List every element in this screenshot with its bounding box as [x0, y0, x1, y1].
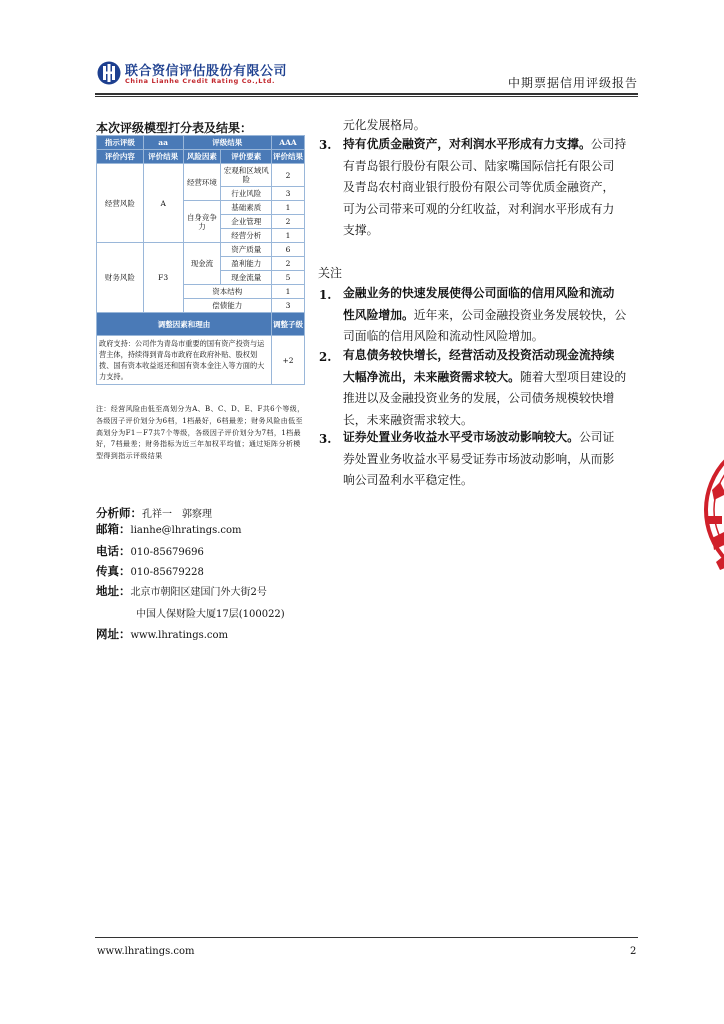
table-cell: 企业管理 [221, 215, 272, 229]
header-cell: 评价内容 [97, 150, 144, 164]
table-cell: 1 [272, 229, 305, 243]
continued-line: 元化发展格局。 [343, 118, 426, 132]
text-line: 司面临的信用风险和流动性风险增加。 [343, 329, 544, 344]
adjust-header: 调整因素和理由 [97, 313, 272, 336]
header-rule-thin [95, 96, 638, 97]
text-line: 有息债务较快增长，经营活动及投资活动现金流持续 [343, 348, 615, 362]
address-label: 地址： [96, 584, 131, 598]
header-cell: 评价结果 [272, 150, 305, 164]
fax-value: 010-85679228 [130, 567, 204, 578]
adjust-reason: 政府支持：公司作为青岛市重要的国有资产投资与运营主体，持续得到青岛市政府在政府补贴、股权划拨、国有资本收益返还和国有资本金注入等方面的大力支持。 [97, 336, 272, 385]
header-cell: aa [143, 136, 183, 150]
section-title-concerns: 关注 [318, 266, 343, 280]
text-line: 金融业务的快速发展使得公司面临的信用风险和流动 [343, 286, 615, 300]
list-number: 2. [319, 350, 332, 364]
advantage-3-headline: 持有优质金融资产，对利润水平形成有力支撑。 [343, 137, 591, 151]
factor-name: 偿债能力 [183, 299, 272, 313]
text-line: 证券处置业务收益水平受市场波动影响较大。 [343, 430, 579, 444]
text-line: 长，未来融资需求较大。 [343, 412, 473, 427]
factor-name: 资本结构 [183, 285, 272, 299]
table-cell: 2 [272, 215, 305, 229]
company-logo-icon [97, 60, 121, 86]
header-cell: AAA [272, 136, 305, 150]
fax-label: 传真： [96, 564, 131, 578]
group-name: 经营风险 [97, 164, 144, 243]
rating-model-table [96, 135, 305, 385]
table-cell: 1 [272, 285, 305, 299]
header-cell: 评级结果 [183, 136, 272, 150]
text-line: 公司持 [590, 137, 627, 151]
concern-item-1 [343, 283, 643, 348]
concern-item-2 [343, 345, 643, 431]
page-number: 2 [630, 946, 637, 957]
text-line: 大幅净流出，未来融资需求较大。 [343, 369, 520, 384]
table-cell: 经营分析 [221, 229, 272, 243]
factor-name: 经营环境 [183, 164, 221, 201]
table-cell: 3 [272, 299, 305, 313]
analyst-names: 孔祥一 郭察理 [142, 509, 212, 520]
web-link[interactable]: www.lhratings.com [130, 630, 229, 641]
table-note: 注：经营风险由低至高划分为A、B、C、D、E、F共6个等级，各级因子评价划分为6档，1档最好，6档最差；财务风险由低至高划分为F1－F7共7个等级，各级因子评价划分为7档，1档最好，7档最差；财务指标为近三年加权平均值；通过矩阵分析模型得到指示评级结果 [96, 405, 305, 461]
text-line: 支撑。 [343, 223, 379, 238]
text-line: 及青岛农村商业银行股份有限公司等优质金融资产， [343, 180, 615, 195]
table-cell: 6 [272, 243, 305, 257]
phone-label: 电话： [96, 544, 131, 558]
text-line: 响公司盈利水平稳定性。 [343, 473, 473, 488]
text-line: 券处置业务收益水平易受证券市场波动影响，从而影 [343, 451, 615, 466]
table-cell: 宏观和区域风险 [221, 164, 272, 187]
address-line-2: 中国人保财险大厦17层(100022) [136, 609, 285, 620]
factor-name: 现金流 [183, 243, 221, 285]
email-label: 邮箱： [96, 522, 131, 536]
table-cell: 1 [272, 201, 305, 215]
table-cell: 资产质量 [221, 243, 272, 257]
group-result: A [143, 164, 183, 243]
advantage-item-3 [343, 134, 643, 242]
text-line: 可为公司带来可观的分红收益，对利润水平形成有力 [343, 201, 615, 216]
footer-website[interactable]: www.lhratings.com [97, 946, 195, 957]
company-seal-icon [700, 420, 724, 600]
table-cell: 基础素质 [221, 201, 272, 215]
text-line: 推进以及金融投资业务的发展，公司债务规模较快增 [343, 391, 615, 406]
adjust-header-right: 调整子级 [272, 313, 305, 336]
report-title: 中期票据信用评级报告 [507, 76, 638, 90]
concern-item-3 [343, 427, 643, 492]
footer-rule [95, 937, 638, 938]
list-number: 3. [319, 138, 332, 152]
analyst-label: 分析师： [96, 506, 142, 520]
text-line: 随着大型项目建设的 [519, 369, 627, 384]
adjust-value: +2 [272, 336, 305, 385]
phone-value: 010-85679696 [130, 547, 204, 558]
web-label: 网址： [96, 627, 131, 641]
header-rule [95, 93, 638, 95]
company-name-en: China Lianhe Credit Rating Co.,Ltd. [125, 77, 276, 85]
list-number: 3. [319, 432, 332, 446]
address-line-1: 北京市朝阳区建国门外大街2号 [130, 587, 267, 598]
list-number: 1. [319, 288, 332, 302]
group-result: F3 [143, 243, 183, 313]
header-cell: 评价结果 [143, 150, 183, 164]
table-cell: 行业风险 [221, 187, 272, 201]
email-link[interactable]: lianhe@lhratings.com [130, 525, 242, 536]
factor-name: 自身竞争力 [183, 201, 221, 243]
table-cell: 2 [272, 257, 305, 271]
table-cell: 现金流量 [221, 271, 272, 285]
table-cell: 3 [272, 187, 305, 201]
table-cell: 盈利能力 [221, 257, 272, 271]
table-title: 本次评级模型打分表及结果： [96, 121, 253, 135]
company-name-cn: 联合资信评估股份有限公司 [125, 64, 288, 79]
text-line: 性风险增加。 [343, 307, 414, 322]
header-cell: 风险因素 [183, 150, 221, 164]
table-cell: 5 [272, 271, 305, 285]
table-cell: 2 [272, 164, 305, 187]
header-cell: 指示评级 [97, 136, 144, 150]
text-line: 近年来，公司金融投资业务发展较快，公 [413, 307, 627, 322]
text-line: 公司证 [578, 430, 615, 444]
group-name: 财务风险 [97, 243, 144, 313]
text-line: 有青岛银行股份有限公司、陆家嘴国际信托有限公司 [343, 158, 615, 173]
header-cell: 评价要素 [221, 150, 272, 164]
